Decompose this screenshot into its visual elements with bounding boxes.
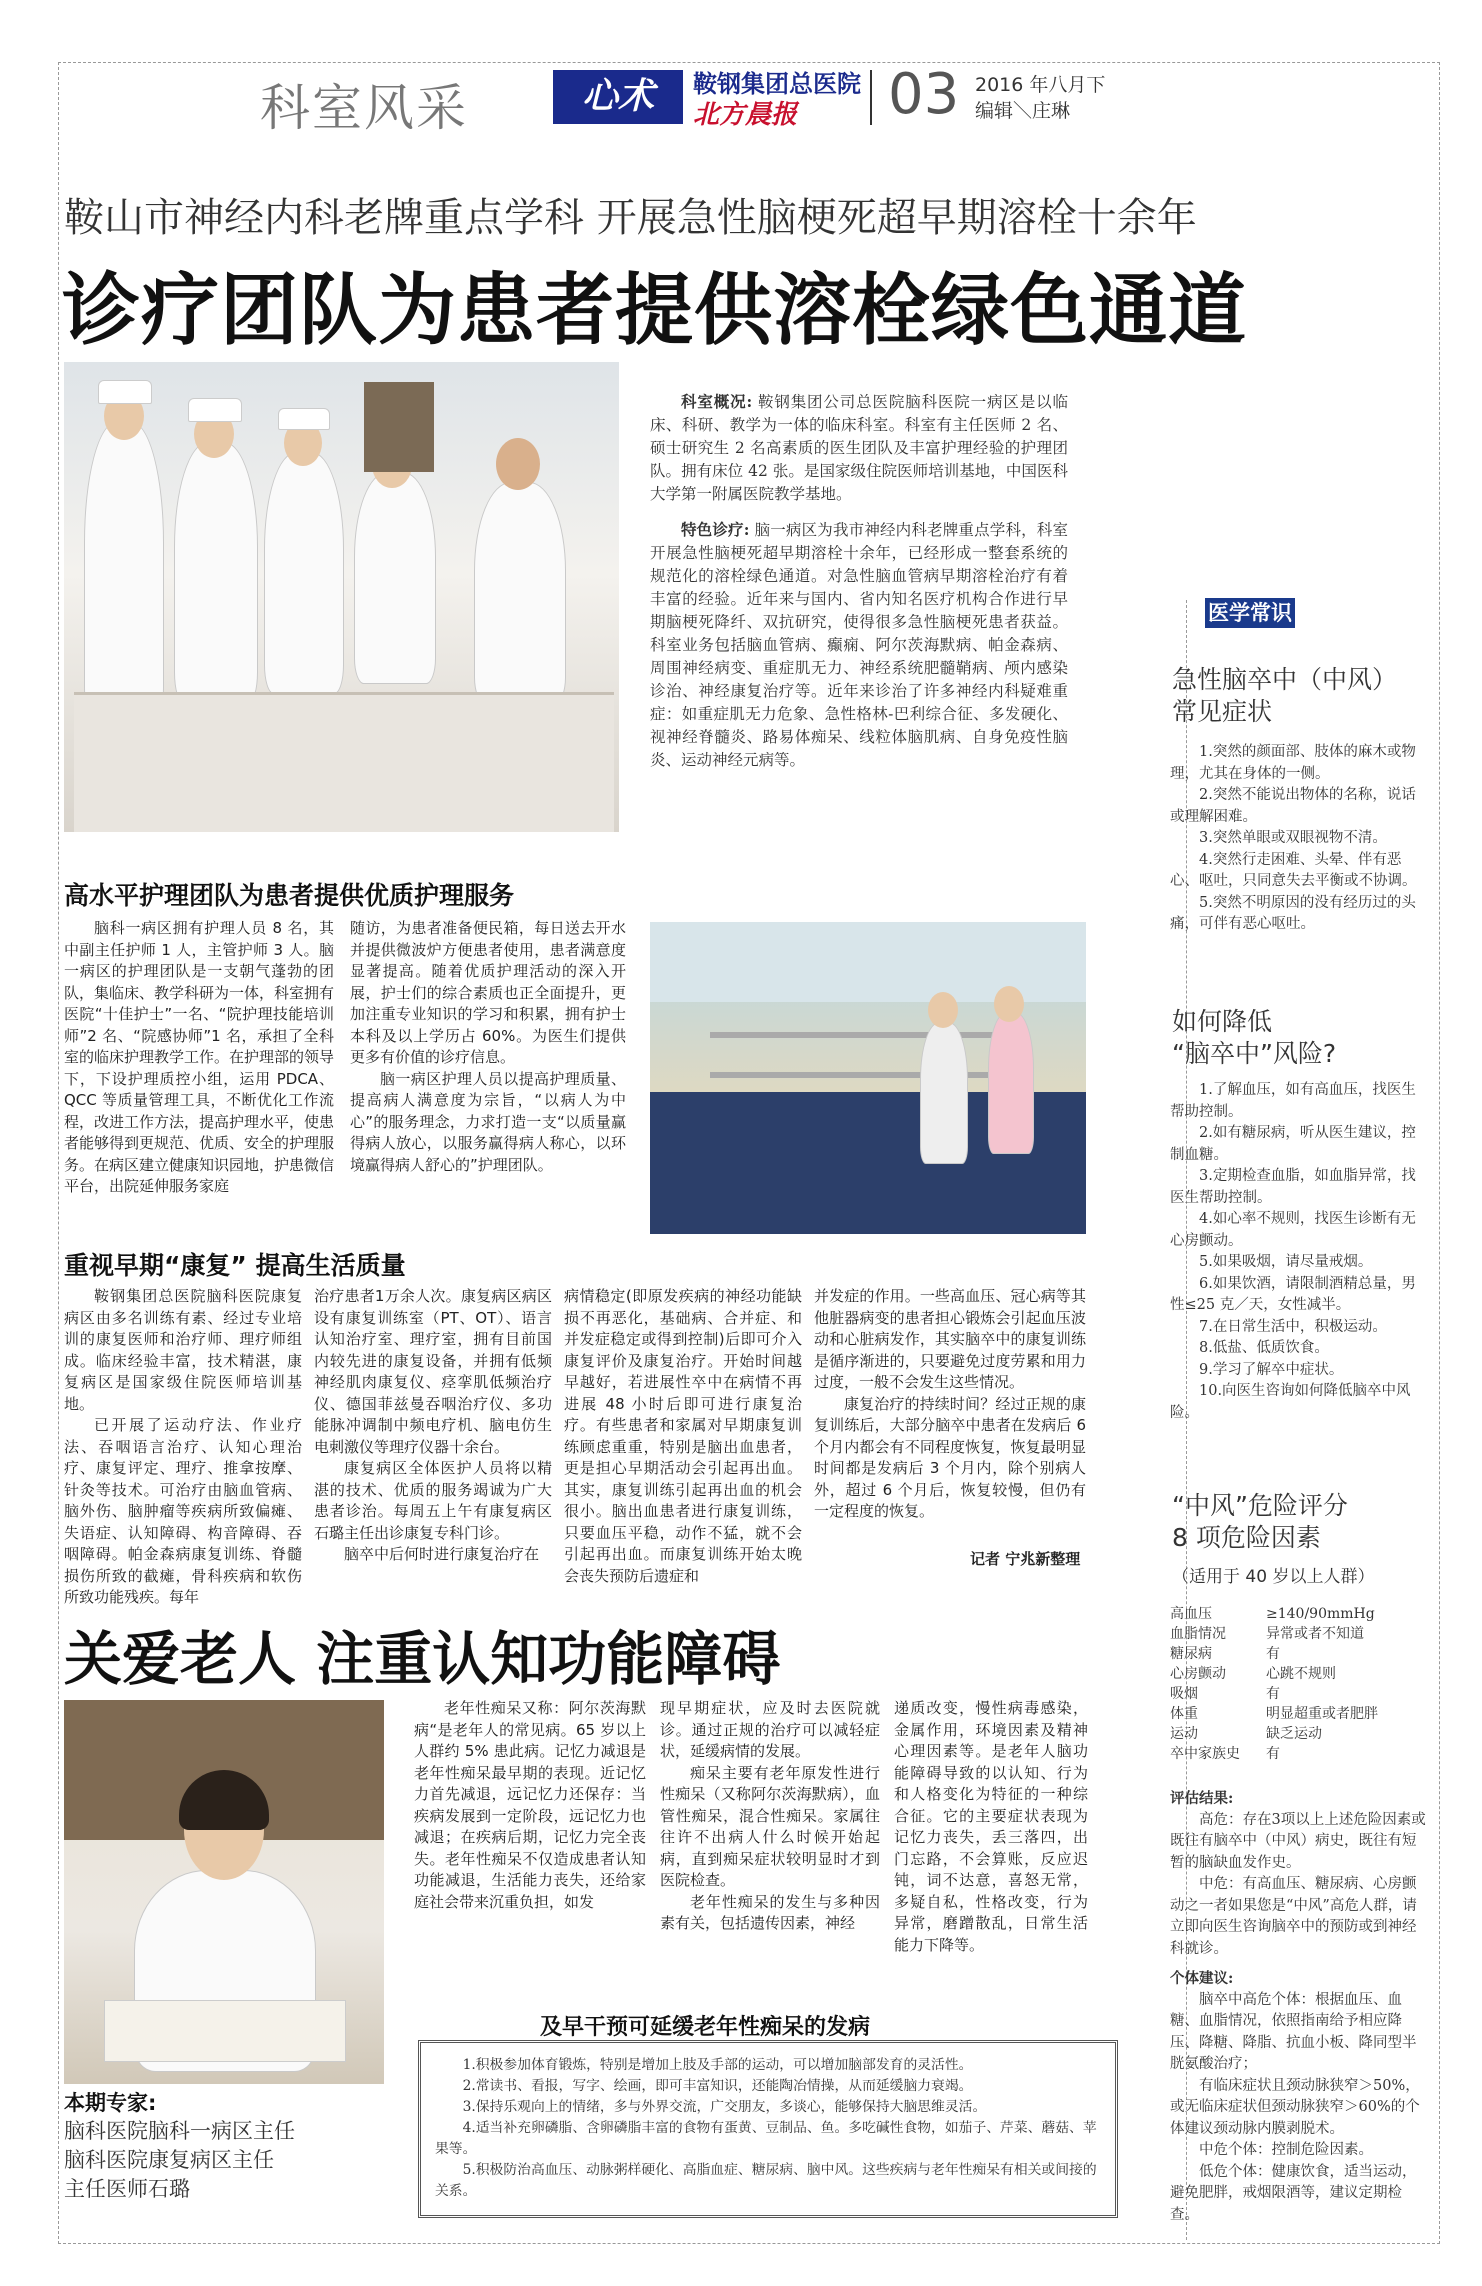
risk-criteria: 明显超重或者肥胖 — [1266, 1706, 1378, 1722]
risk-row — [1170, 1684, 1430, 1704]
rehab-col-4 — [814, 1286, 1086, 1523]
dementia-headline: 关爱老人 注重认知功能障碍 — [64, 1625, 781, 1693]
prevent-item: 8.低盐、低质饮食。 — [1199, 1340, 1329, 1356]
expert-box — [64, 2085, 364, 2225]
risk-criteria: 有 — [1266, 1646, 1280, 1662]
risk-factor: 血脂情况 — [1170, 1626, 1226, 1642]
dementia-col-3 — [894, 1698, 1088, 1956]
advice-item: 2.常读书、看报，写字、绘画，即可丰富知识，还能陶冶情操，从而延缓脑力衰竭。 — [462, 2078, 973, 2094]
rehab-paragraph: 病情稳定(即原发疾病的神经功能缺损不再恶化，基础病、合并症、和并发症稳定或得到控制)后即可介入康复评价及康复治疗。开始时间越早越好，若进展性卒中在病情不再进展 48 小时后即可进行康复治疗。有些患者和家属对早期康复训练顾虑重重，特别是脑出血患者，更是担心早期活动会引起再出血。其实，康复训练引起再出血的机会很小。脑出血患者进行康复训练，只要血压平稳，动作不猛，就不会引起再出血。而康复训练开始太晚会丧失预防后遗症和 — [564, 1287, 802, 1585]
prevent-item: 2.如有糖尿病，听从医生建议，控制血糖。 — [1170, 1125, 1416, 1163]
rehab-paragraph: 并发症的作用。一些高血压、冠心病等其他脏器病变的患者担心锻炼会引起血压波动和心脏病发作，其实脑卒中的康复训练是循序渐进的，只要避免过度劳累和用力过度，一般不会发生这些情况。 — [814, 1287, 1086, 1391]
lead-headline: 诊疗团队为患者提供溶栓绿色通道 — [62, 266, 1248, 356]
newspaper-logo: 北方晨报 — [693, 100, 798, 130]
nursing-col-1 — [64, 918, 334, 1198]
risk-factor-table — [1170, 1604, 1430, 1764]
risk-row — [1170, 1704, 1430, 1724]
feature-text: 脑一病区为我市神经内科老牌重点学科，科室开展急性脑梗死超早期溶栓十余年，已经形成一整套系统的规范化的溶栓绿色通道。对急性脑血管病早期溶栓治疗有着丰富的经验。近年来与国内、省内知名医疗机构合作进行早期脑梗死降纤、双抗研究，使得很多急性脑梗死患者获益。科室业务包括脑血管病、癫痫、阿尔茨海默病、帕金森病、周围神经病变、重症肌无力、神经系统肥髓鞘病、颅内感染诊治、神经康复治疗等。近年来诊治了许多神经内科疑难重症：如重症肌无力危象、急性格林-巴利综合征、多发硬化、视神经脊髓炎、路易体痴呆、线粒体脑肌病、自身免疫性脑炎、运动神经元病等。 — [650, 521, 1068, 769]
dementia-col-2 — [660, 1698, 880, 1935]
prevent-list — [1170, 1080, 1430, 1424]
rehab-paragraph: 鞍钢集团总医院脑科医院康复病区由多名训练有素、经过专业培训的康复医师和治疗师、理疗师组成。临床经验丰富，技术精湛，康复病区是国家级住院医师培训基地。 — [64, 1287, 302, 1413]
evaluation-block — [1170, 1788, 1430, 2226]
risk-row — [1170, 1604, 1430, 1624]
rehab-col-1 — [64, 1286, 302, 1609]
nursing-col-2 — [350, 918, 626, 1176]
expert-label: 本期专家: — [64, 2091, 157, 2115]
prevent-item: 3.定期检查血脂，如血脂异常，找医生帮助控制。 — [1170, 1168, 1416, 1206]
advice-heading: 及早干预可延缓老年性痴呆的发病 — [540, 2015, 871, 2040]
advice-item: 3.保持乐观向上的情绪，多与外界交流，广交朋友，多谈心，能够保持大脑思维灵活。 — [462, 2099, 987, 2115]
risk-factor: 体重 — [1170, 1706, 1198, 1722]
risk-criteria: 异常或者不知道 — [1266, 1626, 1364, 1642]
prevent-item: 5.如果吸烟，请尽量戒烟。 — [1199, 1254, 1373, 1270]
rehab-paragraph: 脑卒中后何时进行康复治疗在 — [344, 1545, 540, 1563]
symptoms-title-1: 急性脑卒中（中风） — [1172, 665, 1398, 694]
dementia-col-1 — [414, 1698, 646, 1913]
advice-item: 4.适当补充卵磷脂、含卵磷脂丰富的食物有蛋黄、豆制品、鱼。多吃碱性食物，如茄子、芹菜、蘑菇、苹果等。 — [435, 2120, 1097, 2157]
dementia-paragraph: 递质改变，慢性病毒感染，金属作用，环境因素及精神心理因素等。是老年人脑功能障碍导致的以认知、行为和人格变化为特征的一种综合征。它的主要症状表现为记忆力丧失，丢三落四，出门忘路，不会算账，反应迟钝，词不达意，喜怒无常，多疑自私，性格改变，行为异常，磨蹭散乱，日常生活能力下降等。 — [894, 1699, 1088, 1954]
rehab-room-photo — [650, 922, 1086, 1234]
rehab-col-3 — [564, 1286, 802, 1587]
symptom-item: 3.突然单眼或双眼视物不清。 — [1199, 830, 1387, 846]
symptom-item: 1.突然的颜面部、肢体的麻木或物理，尤其在身体的一侧。 — [1170, 744, 1416, 782]
editor-credit: 编辑＼庄琳 — [975, 100, 1071, 122]
feature-label: 特色诊疗: — [681, 520, 750, 539]
dementia-paragraph: 老年性痴呆又称：阿尔茨海默病“是老年人的常见病。65 岁以上人群约 5% 患此病。记忆力减退是老年性痴呆最早期的表现。近记忆力首先减退，远记忆力还保存：当疾病发展到一定阶段，远记忆力也减退；在疾病后期，记忆力完全丧失。老年性痴呆不仅造成患者认知功能减退，生活能力丧失，还给家庭社会带来沉重负担，如发 — [414, 1699, 646, 1911]
nursing-paragraph: 脑一病区护理人员以提高护理质量、提高病人满意度为宗旨，“以病人为中心”的服务理念，力求打造一支“以质量赢得病人放心，以服务赢得病人称心，以环境赢得病人舒心的”护理团队。 — [350, 1069, 626, 1174]
page-number: 03 — [888, 62, 960, 127]
eval-high: 高危：存在3项以上上述危险因素或既往有脑卒中（中风）病史，既往有短暂的脑缺血发作史。 — [1170, 1811, 1426, 1871]
risk-row — [1170, 1624, 1430, 1644]
prevent-title-1: 如何降低 — [1172, 1007, 1273, 1036]
risk-factor: 高血压 — [1170, 1606, 1212, 1622]
rehab-paragraph: 已开展了运动疗法、作业疗法、吞咽语言治疗、认知心理治疗、康复评定、理疗、推拿按摩、针灸等技术。可治疗由脑血管病、脑外伤、脑肿瘤等疾病所致偏瘫、失语症、认知障碍、构音障碍、吞咽障碍。帕金森病康复训练、脊髓损伤所致的截瘫，骨科疾病和软伤所致功能残疾。每年 — [64, 1416, 302, 1606]
prevent-item: 10.向医生咨询如何降低脑卒中风险。 — [1170, 1383, 1411, 1421]
risk-criteria: 缺乏运动 — [1266, 1726, 1322, 1742]
advice-item: 5.积极防治高血压、动脉粥样硬化、高脂血症、糖尿病、脑中风。这些疾病与老年性痴呆有相关或间接的关系。 — [435, 2162, 1097, 2199]
risk-row — [1170, 1724, 1430, 1744]
risk-criteria: 心跳不规则 — [1266, 1666, 1336, 1682]
issue-date: 2016 年八月下 — [975, 74, 1106, 96]
rehab-paragraph: 治疗患者1万余人次。康复病区病区设有康复训练室（PT、OT）、语言认知治疗室、理疗室，拥有目前国内较先进的康复设备，并拥有低频神经肌肉康复仪、痉挛肌低频治疗仪、德国菲兹曼吞咽治疗仪、多功能脉冲调制中频电疗机、脑电仿生电刺激仪等理疗仪器十余台。 — [314, 1287, 552, 1456]
eval-label: 评估结果: — [1170, 1790, 1234, 1807]
risk-criteria: 有 — [1266, 1746, 1280, 1762]
nursing-paragraph: 脑科一病区拥有护理人员 8 名，其中副主任护师 1 人，主管护师 3 人。脑一病区的护理团队是一支朝气蓬勃的团队，集临床、教学科研为一体，科室拥有医院“十佳护士”一名、“院护理技能培训师”2 名、“院感协师”1 名，承担了全科室的临床护理教学工作。在护理部的领导下，下设护理质控小组，运用 PDCA、QCC 等质量管理工具，不断优化工作流程，改进工作方法，提高护理水平，使患者能够得到更规范、优质、安全的护理服务。在病区建立健康知识园地，护患微信平台，出院延伸服务家庭 — [64, 919, 335, 1195]
expert-photo — [64, 1700, 384, 2084]
score-title-1: “中风”危险评分 — [1172, 1491, 1348, 1520]
section-title: 科室风采 — [260, 79, 468, 137]
rehab-heading: 重视早期“康复” 提高生活质量 — [64, 1251, 406, 1280]
risk-factor: 运动 — [1170, 1726, 1198, 1742]
risk-row — [1170, 1664, 1430, 1684]
prevent-title-2: “脑卒中”风险? — [1172, 1039, 1337, 1068]
score-title-2: 8 项危险因素 — [1172, 1523, 1321, 1552]
advice-box — [418, 2040, 1118, 2218]
symptom-item: 5.突然不明原因的没有经历过的头痛，可伴有恶心呕吐。 — [1170, 894, 1416, 932]
symptoms-list — [1170, 742, 1430, 936]
advice-label: 个体建议: — [1170, 1970, 1234, 1987]
expert-name: 主任医师石璐 — [64, 2177, 190, 2201]
score-title-3: （适用于 40 岁以上人群） — [1172, 1567, 1375, 1587]
header-divider — [870, 70, 872, 125]
expert-title-1: 脑科医院脑科一病区主任 — [64, 2119, 295, 2143]
overview-text: 鞍钢集团公司总医院脑科医院一病区是以临床、科研、教学为一体的临床科室。科室有主任医师 2 名、硕士研究生 2 名高素质的医生团队及丰富护理经验的护理团队。拥有床位 42 张。是国家级住院医师培训基地，中国医科大学第一附属医院教学基地。 — [650, 393, 1068, 503]
sidebar-label: 医学常识 — [1205, 598, 1295, 628]
risk-factor: 吸烟 — [1170, 1686, 1198, 1702]
lead-subheadline: 鞍山市神经内科老牌重点学科 开展急性脑梗死超早期溶栓十余年 — [64, 195, 1197, 241]
risk-criteria: 有 — [1266, 1686, 1280, 1702]
rehab-byline: 记者 宁兆新整理 — [970, 1550, 1081, 1568]
advice-high-2: 有临床症状且颈动脉狭窄＞50%，或无临床症状但颈动脉狭窄＞60%的个体建议颈动脉内膜剥脱术。 — [1170, 2077, 1420, 2137]
rehab-paragraph: 康复治疗的持续时间？经过正规的康复训练后，大部分脑卒中患者在发病后 6 个月内都会有不同程度恢复，恢复最明显时间都是发病后 3 个月内，除个别病人外，超过 6 个月后，恢复较慢，但仍有一定程度的恢复。 — [814, 1394, 1086, 1520]
advice-item: 1.积极参加体育锻炼，特别是增加上肢及手部的运动，可以增加脑部发育的灵活性。 — [462, 2057, 973, 2073]
prevent-item: 9.学习了解卒中症状。 — [1199, 1361, 1344, 1378]
dementia-paragraph: 现早期症状，应及时去医院就诊。通过正规的治疗可以减轻症状，延缓病情的发展。 — [660, 1699, 880, 1760]
risk-factor: 卒中家族史 — [1170, 1746, 1240, 1762]
symptom-item: 4.突然行走困难、头晕、伴有恶心、呕吐，只同意失去平衡或不协调。 — [1170, 851, 1417, 889]
dementia-paragraph: 老年性痴呆的发生与多种因素有关，包括遗传因素，神经 — [660, 1892, 880, 1932]
risk-criteria: ≥140/90mmHg — [1266, 1606, 1375, 1622]
expert-title-2: 脑科医院康复病区主任 — [64, 2148, 274, 2172]
nursing-paragraph: 随访，为患者准备便民箱，每日送去开水并提供微波炉方便患者使用，患者满意度显著提高。随着优质护理活动的深入开展，护士们的综合素质也正全面提升，更加注重专业知识的学习和积累，拥有护士本科及以上学历占 60%。为医生们提供更多有价值的诊疗信息。 — [350, 919, 626, 1066]
risk-row — [1170, 1644, 1430, 1664]
risk-factor: 心房颤动 — [1170, 1666, 1226, 1682]
rehab-paragraph: 康复病区全体医护人员将以精湛的技术、优质的服务竭诚为广大患者诊治。每周五上午有康复病区石璐主任出诊康复专科门诊。 — [314, 1459, 552, 1542]
prevent-item: 7.在日常生活中，积极运动。 — [1199, 1318, 1387, 1335]
risk-row — [1170, 1744, 1430, 1764]
overview-label: 科室概况: — [681, 392, 753, 411]
department-overview — [650, 390, 1068, 784]
column-logo: 心术 — [553, 70, 683, 124]
nursing-heading: 高水平护理团队为患者提供优质护理服务 — [64, 881, 515, 910]
prevent-item: 6.如果饮酒，请限制酒精总量，男性≤25 克／天，女性减半。 — [1170, 1275, 1416, 1313]
advice-low: 低危个体：健康饮食，适当运动，避免肥胖，戒烟限酒等，建议定期检查。 — [1170, 2163, 1417, 2223]
advice-mid: 中危个体：控制危险因素。 — [1199, 2142, 1373, 2158]
prevent-item: 4.如心率不规则，找医生诊断有无心房颤动。 — [1170, 1211, 1416, 1249]
symptoms-title-2: 常见症状 — [1172, 697, 1273, 726]
prevent-item: 1.了解血压，如有高血压，找医生帮助控制。 — [1170, 1082, 1416, 1120]
rehab-col-2 — [314, 1286, 552, 1566]
nursing-team-photo — [64, 362, 619, 832]
symptom-item: 2.突然不能说出物体的名称，说话或理解困难。 — [1170, 787, 1416, 825]
dementia-paragraph: 痴呆主要有老年原发性进行性痴呆（又称阿尔茨海默病），血管性痴呆，混合性痴呆。家属往往许不出病人什么时候开始起病，直到痴呆症状较明显时才到医院检查。 — [660, 1763, 880, 1889]
hospital-name: 鞍钢集团总医院 — [693, 70, 861, 98]
risk-factor: 糖尿病 — [1170, 1646, 1212, 1662]
eval-mid: 中危：有高血压、糖尿病、心房颤动之一者如果您是“中风”高危人群，请立即向医生咨询脑卒中的预防或到神经科就诊。 — [1170, 1876, 1417, 1957]
advice-high: 脑卒中高危个体：根据血压、血糖、血脂情况，依照指南给予相应降压、降糖、降脂、抗血小板、降同型半胱氨酸治疗； — [1170, 1991, 1417, 2072]
